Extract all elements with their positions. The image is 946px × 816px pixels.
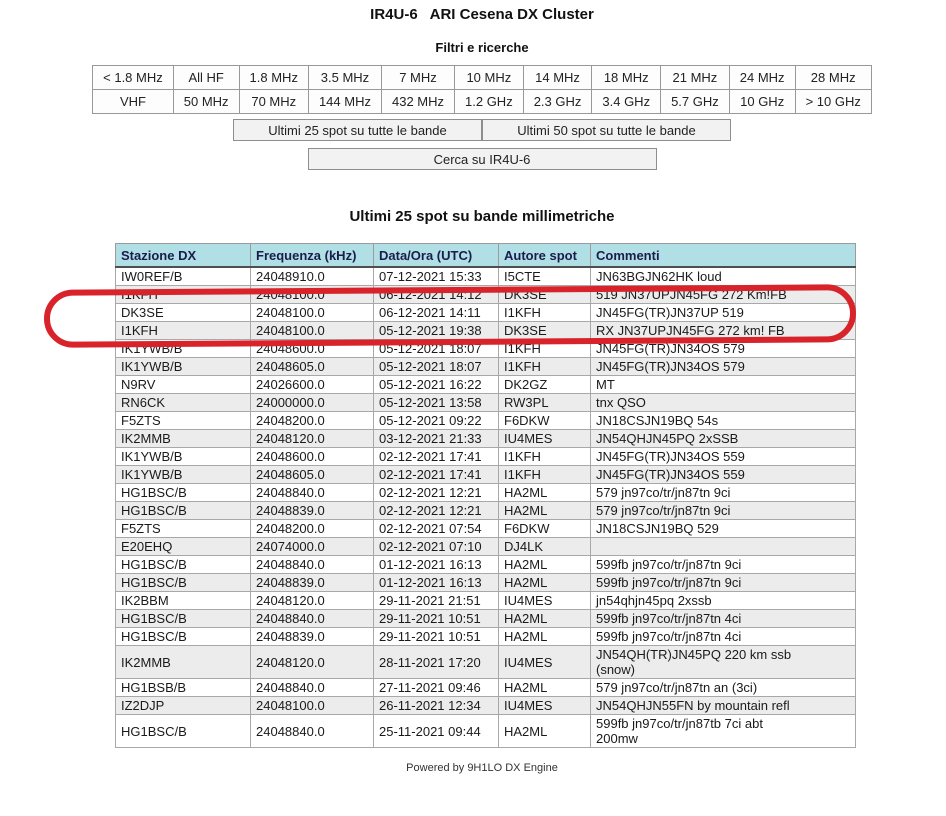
- cell-comment: [591, 322, 856, 340]
- cell-author: DK3SE: [499, 286, 591, 304]
- table-row: [116, 484, 856, 502]
- cell-frequency: 24048600.0: [251, 340, 374, 358]
- cell-frequency: 24048100.0: [251, 697, 374, 715]
- comment-text: jn54qhjn45pq 2xssb: [596, 593, 712, 608]
- cell-datetime: 05-12-2021 09:22: [374, 412, 499, 430]
- cell-frequency: 24026600.0: [251, 376, 374, 394]
- cell-author: RW3PL: [499, 394, 591, 412]
- cell-author: I1KFH: [499, 304, 591, 322]
- comment-text: 599fb jn97co/tr/jn87tb 7ci abt 200mw: [596, 716, 763, 746]
- comment-text: JN45FG(TR)JN34OS 559: [596, 467, 745, 482]
- cell-comment: [591, 556, 856, 574]
- cell-author: I5CTE: [499, 267, 591, 286]
- table-row: [116, 286, 856, 304]
- column-header-datetime: Data/Ora (UTC): [374, 244, 499, 268]
- cell-station: N9RV: [116, 376, 251, 394]
- cell-comment: [591, 628, 856, 646]
- band-filter-cell[interactable]: 10 GHz: [729, 90, 795, 114]
- band-filter-cell[interactable]: 1.8 MHz: [239, 66, 308, 90]
- band-filter-cell[interactable]: 10 MHz: [455, 66, 524, 90]
- spots-table: [115, 243, 856, 748]
- cell-station: IW0REF/B: [116, 267, 251, 286]
- table-row: [116, 679, 856, 697]
- cell-comment: [591, 430, 856, 448]
- table-row: [116, 304, 856, 322]
- cell-datetime: 05-12-2021 13:58: [374, 394, 499, 412]
- cell-frequency: 24048910.0: [251, 267, 374, 286]
- comment-text: MT: [596, 377, 615, 392]
- cell-comment: [591, 592, 856, 610]
- cell-station: HG1BSC/B: [116, 574, 251, 592]
- cell-comment: [591, 340, 856, 358]
- band-filter-cell[interactable]: > 10 GHz: [795, 90, 871, 114]
- table-row: [116, 646, 856, 679]
- cell-author: HA2ML: [499, 574, 591, 592]
- comment-text: JN54QHJN45PQ 2xSSB: [596, 431, 739, 446]
- cell-datetime: 05-12-2021 18:07: [374, 358, 499, 376]
- cell-frequency: 24048200.0: [251, 520, 374, 538]
- cell-comment: [591, 502, 856, 520]
- cell-station: F5ZTS: [116, 412, 251, 430]
- cell-datetime: 02-12-2021 12:21: [374, 502, 499, 520]
- cell-author: HA2ML: [499, 502, 591, 520]
- band-filter-cell[interactable]: 3.4 GHz: [592, 90, 661, 114]
- last-25-spots-button[interactable]: Ultimi 25 spot su tutte le bande: [233, 119, 482, 141]
- comment-text: 579 jn97co/tr/jn87tn 9ci: [596, 503, 731, 518]
- cell-datetime: 03-12-2021 21:33: [374, 430, 499, 448]
- band-filter-row: [93, 90, 872, 114]
- cell-frequency: 24048120.0: [251, 646, 374, 679]
- cell-comment: [591, 412, 856, 430]
- band-filter-cell[interactable]: 3.5 MHz: [308, 66, 381, 90]
- cell-frequency: 24048120.0: [251, 430, 374, 448]
- cell-author: HA2ML: [499, 556, 591, 574]
- cell-station: I1KFH: [116, 286, 251, 304]
- table-row: [116, 430, 856, 448]
- cell-frequency: 24048840.0: [251, 610, 374, 628]
- cell-comment: [591, 520, 856, 538]
- cell-frequency: 24048100.0: [251, 286, 374, 304]
- cell-frequency: 24048600.0: [251, 448, 374, 466]
- cell-frequency: 24048100.0: [251, 322, 374, 340]
- spots-heading: Ultimi 25 spot su bande millimetriche: [349, 208, 615, 225]
- cell-datetime: 02-12-2021 07:10: [374, 538, 499, 556]
- cell-comment: [591, 679, 856, 697]
- table-row: [116, 412, 856, 430]
- comment-text: JN18CSJN19BQ 529: [596, 521, 719, 536]
- cell-frequency: 24048840.0: [251, 715, 374, 748]
- cell-station: HG1BSB/B: [116, 679, 251, 697]
- cell-datetime: 02-12-2021 17:41: [374, 466, 499, 484]
- cell-station: DK3SE: [116, 304, 251, 322]
- table-row: [116, 574, 856, 592]
- cell-datetime: 29-11-2021 10:51: [374, 628, 499, 646]
- band-filter-cell[interactable]: 1.2 GHz: [455, 90, 524, 114]
- column-header-frequency: Frequenza (kHz): [251, 244, 374, 268]
- band-filter-cell[interactable]: 7 MHz: [381, 66, 454, 90]
- band-filter-cell[interactable]: 50 MHz: [173, 90, 239, 114]
- cell-station: IK2BBM: [116, 592, 251, 610]
- table-row: [116, 394, 856, 412]
- search-button-row: [18, 148, 946, 170]
- cell-datetime: 01-12-2021 16:13: [374, 556, 499, 574]
- comment-text: 599fb jn97co/tr/jn87tn 9ci: [596, 575, 742, 590]
- cell-author: F6DKW: [499, 412, 591, 430]
- search-button[interactable]: Cerca su IR4U-6: [308, 148, 657, 170]
- table-row: [116, 376, 856, 394]
- cell-datetime: 07-12-2021 15:33: [374, 267, 499, 286]
- cell-frequency: 24048839.0: [251, 628, 374, 646]
- cell-datetime: 06-12-2021 14:12: [374, 286, 499, 304]
- cell-comment: [591, 466, 856, 484]
- cell-datetime: 25-11-2021 09:44: [374, 715, 499, 748]
- cell-author: DJ4LK: [499, 538, 591, 556]
- column-header-station: Stazione DX: [116, 244, 251, 268]
- cell-datetime: 26-11-2021 12:34: [374, 697, 499, 715]
- cell-author: IU4MES: [499, 646, 591, 679]
- cell-station: HG1BSC/B: [116, 556, 251, 574]
- cell-datetime: 28-11-2021 17:20: [374, 646, 499, 679]
- comment-text: 519 JN37UPJN45FG 272 Km!FB: [596, 287, 787, 302]
- band-filter-cell[interactable]: 21 MHz: [661, 66, 730, 90]
- band-filter-cell[interactable]: 24 MHz: [729, 66, 795, 90]
- page-title: IR4U-6 ARI Cesena DX Cluster: [370, 6, 594, 23]
- cell-datetime: 02-12-2021 17:41: [374, 448, 499, 466]
- cell-author: HA2ML: [499, 679, 591, 697]
- band-filter-cell[interactable]: 432 MHz: [381, 90, 454, 114]
- cell-frequency: 24048200.0: [251, 412, 374, 430]
- band-filter-cell[interactable]: 2.3 GHz: [523, 90, 592, 114]
- cell-datetime: 05-12-2021 19:38: [374, 322, 499, 340]
- cell-comment: [591, 448, 856, 466]
- cell-station: E20EHQ: [116, 538, 251, 556]
- cell-comment: [591, 394, 856, 412]
- last-50-spots-button[interactable]: Ultimi 50 spot su tutte le bande: [482, 119, 731, 141]
- cell-comment: [591, 376, 856, 394]
- spots-table-header: [116, 244, 856, 268]
- cell-comment: [591, 484, 856, 502]
- cell-comment: [591, 358, 856, 376]
- table-row: [116, 715, 856, 748]
- comment-text: 599fb jn97co/tr/jn87tn 4ci: [596, 611, 742, 626]
- cell-comment: [591, 715, 856, 748]
- band-filter-cell[interactable]: 28 MHz: [795, 66, 871, 90]
- spots-table-body: [116, 267, 856, 748]
- cell-datetime: 02-12-2021 12:21: [374, 484, 499, 502]
- cell-comment: [591, 304, 856, 322]
- cell-datetime: 05-12-2021 18:07: [374, 340, 499, 358]
- cell-comment: [591, 574, 856, 592]
- comment-text: tnx QSO: [596, 395, 646, 410]
- cell-station: HG1BSC/B: [116, 715, 251, 748]
- comment-text: JN18CSJN19BQ 54s: [596, 413, 719, 428]
- cell-author: HA2ML: [499, 610, 591, 628]
- filters-heading: Filtri e ricerche: [435, 40, 529, 55]
- table-row: [116, 322, 856, 340]
- cell-comment: [591, 697, 856, 715]
- table-row: [116, 466, 856, 484]
- cell-comment: [591, 610, 856, 628]
- table-row: [116, 592, 856, 610]
- band-filter-cell[interactable]: < 1.8 MHz: [93, 66, 174, 90]
- cell-author: HA2ML: [499, 715, 591, 748]
- cell-station: IK2MMB: [116, 646, 251, 679]
- cell-frequency: 24074000.0: [251, 538, 374, 556]
- cell-station: IK1YWB/B: [116, 466, 251, 484]
- cell-station: IK1YWB/B: [116, 448, 251, 466]
- column-header-comment: Commenti: [591, 244, 856, 268]
- cell-frequency: 24048605.0: [251, 358, 374, 376]
- cell-frequency: 24048840.0: [251, 556, 374, 574]
- band-filter-row: [93, 66, 872, 90]
- header-row: [116, 244, 856, 268]
- cell-datetime: 02-12-2021 07:54: [374, 520, 499, 538]
- band-filter-cell[interactable]: VHF: [93, 90, 174, 114]
- cell-station: HG1BSC/B: [116, 502, 251, 520]
- cell-frequency: 24048605.0: [251, 466, 374, 484]
- cell-comment: [591, 538, 856, 556]
- comment-text: JN54QHJN55FN by mountain refl: [596, 698, 790, 713]
- comment-text: 599fb jn97co/tr/jn87tn 4ci: [596, 629, 742, 644]
- cell-station: F5ZTS: [116, 520, 251, 538]
- band-filter-cell[interactable]: 70 MHz: [239, 90, 308, 114]
- table-row: [116, 267, 856, 286]
- cell-comment: [591, 286, 856, 304]
- band-filter-cell[interactable]: 144 MHz: [308, 90, 381, 114]
- cell-station: HG1BSC/B: [116, 610, 251, 628]
- band-filter-cell[interactable]: 14 MHz: [523, 66, 592, 90]
- comment-text: RX JN37UPJN45FG 272 km! FB: [596, 323, 785, 338]
- cell-frequency: 24048839.0: [251, 574, 374, 592]
- table-row: [116, 448, 856, 466]
- cell-author: DK2GZ: [499, 376, 591, 394]
- page-root: [0, 6, 946, 816]
- table-row: [116, 556, 856, 574]
- table-row: [116, 697, 856, 715]
- table-row: [116, 628, 856, 646]
- band-filter-body: [93, 66, 872, 114]
- band-filter-cell[interactable]: 5.7 GHz: [661, 90, 730, 114]
- cell-station: IK1YWB/B: [116, 358, 251, 376]
- cell-frequency: 24048120.0: [251, 592, 374, 610]
- comment-text: JN54QH(TR)JN45PQ 220 km ssb (snow): [596, 647, 792, 677]
- comment-text: JN45FG(TR)JN34OS 559: [596, 449, 745, 464]
- comment-text: JN45FG(TR)JN37UP 519: [596, 305, 744, 320]
- cell-datetime: 29-11-2021 21:51: [374, 592, 499, 610]
- footer-text: Powered by 9H1LO DX Engine: [406, 762, 558, 774]
- table-row: [116, 538, 856, 556]
- cell-author: I1KFH: [499, 340, 591, 358]
- comment-text: JN45FG(TR)JN34OS 579: [596, 359, 745, 374]
- cell-author: IU4MES: [499, 430, 591, 448]
- cell-author: I1KFH: [499, 466, 591, 484]
- cell-comment: [591, 646, 856, 679]
- table-row: [116, 340, 856, 358]
- comment-text: 599fb jn97co/tr/jn87tn 9ci: [596, 557, 742, 572]
- table-row: [116, 358, 856, 376]
- cell-station: IZ2DJP: [116, 697, 251, 715]
- column-header-author: Autore spot: [499, 244, 591, 268]
- cell-author: HA2ML: [499, 628, 591, 646]
- comment-text: 579 jn97co/tr/jn87tn 9ci: [596, 485, 731, 500]
- band-filter-table: [92, 65, 872, 114]
- cell-frequency: 24048840.0: [251, 484, 374, 502]
- cell-frequency: 24048840.0: [251, 679, 374, 697]
- cell-comment: [591, 267, 856, 286]
- cell-author: I1KFH: [499, 448, 591, 466]
- cell-datetime: 29-11-2021 10:51: [374, 610, 499, 628]
- comment-text: JN63BGJN62HK loud: [596, 269, 722, 284]
- cell-datetime: 01-12-2021 16:13: [374, 574, 499, 592]
- cell-author: IU4MES: [499, 697, 591, 715]
- band-filter-cell[interactable]: 18 MHz: [592, 66, 661, 90]
- table-row: [116, 502, 856, 520]
- cell-author: I1KFH: [499, 358, 591, 376]
- band-filter-cell[interactable]: All HF: [173, 66, 239, 90]
- cell-station: I1KFH: [116, 322, 251, 340]
- cell-station: IK1YWB/B: [116, 340, 251, 358]
- cell-frequency: 24000000.0: [251, 394, 374, 412]
- spot-buttons-row: [18, 119, 946, 141]
- cell-station: HG1BSC/B: [116, 484, 251, 502]
- cell-datetime: 27-11-2021 09:46: [374, 679, 499, 697]
- cell-author: IU4MES: [499, 592, 591, 610]
- cell-author: HA2ML: [499, 484, 591, 502]
- comment-text: JN45FG(TR)JN34OS 579: [596, 341, 745, 356]
- cell-frequency: 24048100.0: [251, 304, 374, 322]
- cell-station: RN6CK: [116, 394, 251, 412]
- cell-frequency: 24048839.0: [251, 502, 374, 520]
- comment-text: 579 jn97co/tr/jn87tn an (3ci): [596, 680, 758, 695]
- cell-author: DK3SE: [499, 322, 591, 340]
- table-row: [116, 610, 856, 628]
- table-row: [116, 520, 856, 538]
- cell-station: IK2MMB: [116, 430, 251, 448]
- cell-station: HG1BSC/B: [116, 628, 251, 646]
- cell-author: F6DKW: [499, 520, 591, 538]
- cell-datetime: 06-12-2021 14:11: [374, 304, 499, 322]
- cell-datetime: 05-12-2021 16:22: [374, 376, 499, 394]
